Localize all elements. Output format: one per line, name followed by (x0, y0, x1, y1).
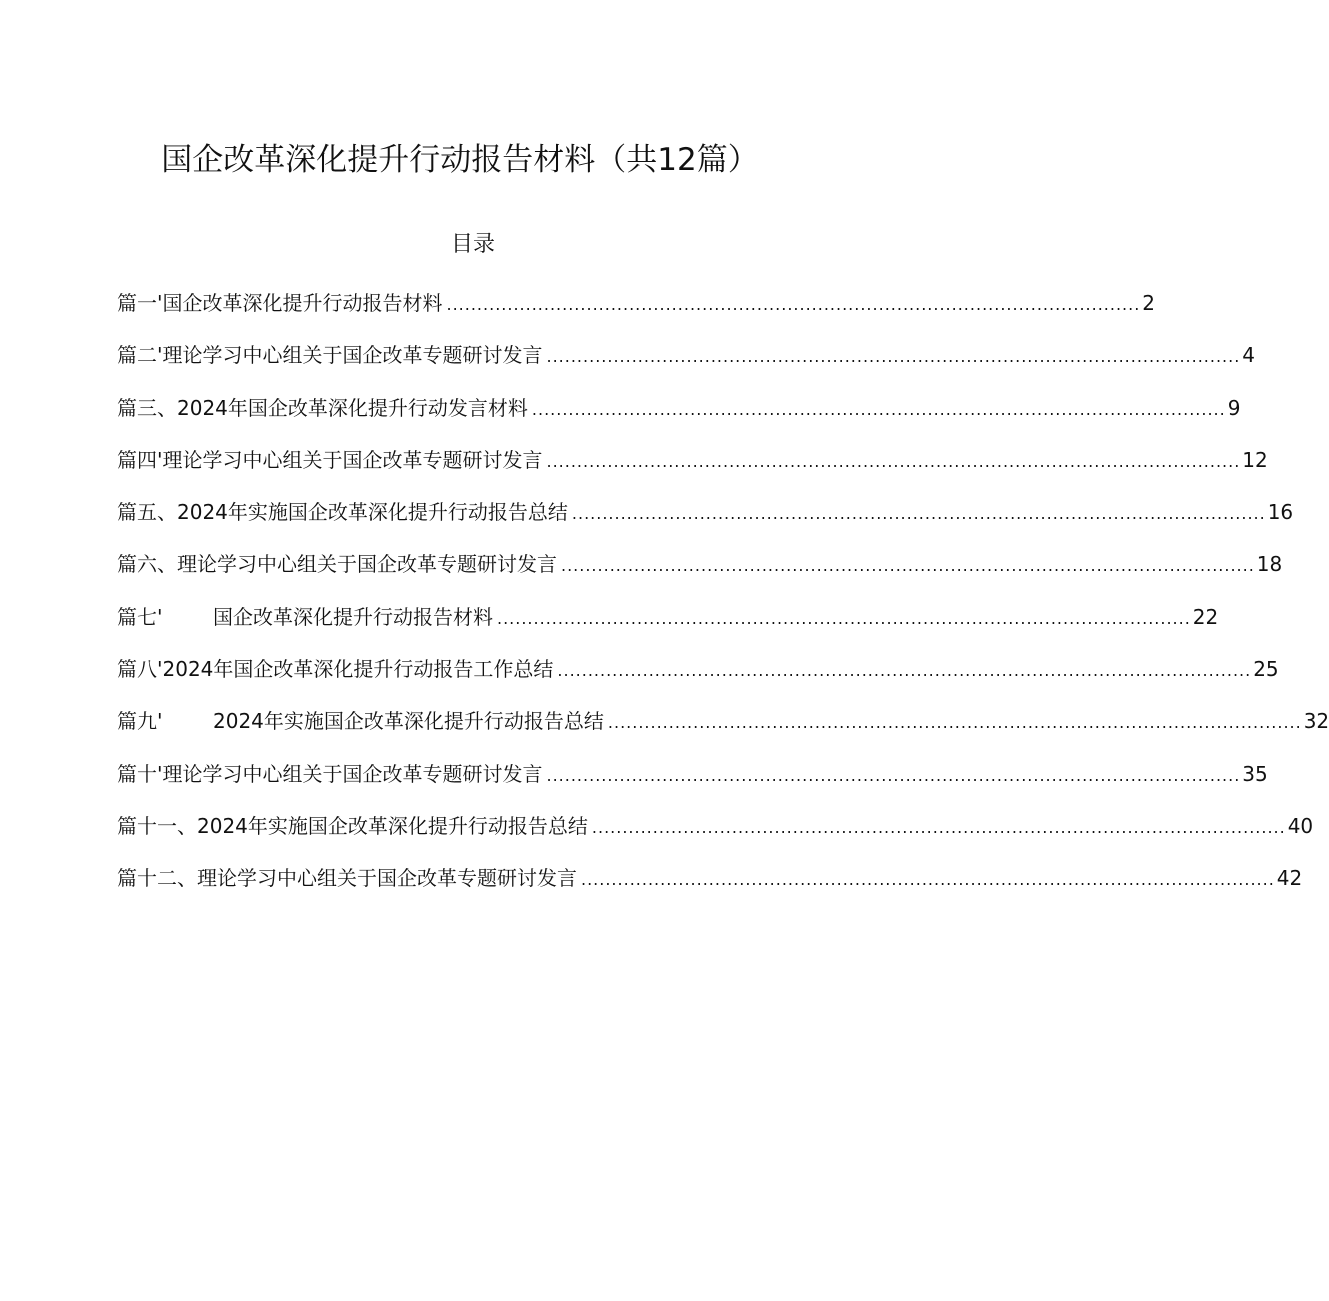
toc-entry-title: 理论学习中心组关于国企改革专题研讨发言 (162, 343, 543, 368)
toc-entry-page: 9 (1227, 395, 1241, 420)
toc-entry-label: 篇一' (117, 291, 163, 315)
toc-dot-leader: .................................................................................................................. (546, 765, 1241, 785)
toc-entry[interactable] (117, 287, 1156, 339)
toc-entry-title: 理论学习中心组关于国企改革专题研讨发言 (197, 866, 577, 891)
toc-dot-leader: .................................................................................................................. (446, 295, 1141, 314)
toc-dot-leader: .................................................................................................................. (561, 556, 1255, 576)
toc-entry[interactable] (117, 496, 1294, 548)
toc-entry-label: 篇十二、 (117, 866, 197, 891)
toc-entry-page: 18 (1256, 552, 1283, 577)
toc-entry-title: 2024年国企改革深化提升行动报告工作总结 (162, 657, 554, 682)
toc-entry-page: 12 (1242, 447, 1268, 472)
toc-entry-label: 篇六、 (117, 552, 177, 577)
toc-entry-page: 2 (1142, 291, 1156, 315)
toc-entry-title: 理论学习中心组关于国企改革专题研讨发言 (177, 552, 557, 577)
toc-entry[interactable] (117, 444, 1268, 496)
toc-heading-text: 目录 (450, 232, 495, 257)
toc-entry-label: 篇四' (117, 447, 163, 472)
toc-entry-title: 理论学习中心组关于国企改革专题研讨发言 (162, 761, 543, 786)
toc-heading (0, 229, 946, 261)
toc-dot-leader: .................................................................................................................. (546, 451, 1241, 471)
toc-dot-leader: .................................................................................................................. (546, 347, 1241, 367)
toc-entry[interactable] (117, 339, 1256, 391)
toc-entry[interactable] (117, 810, 1314, 862)
toc-entry[interactable] (117, 548, 1283, 600)
toc-dot-leader: .................................................................................................................. (557, 661, 1252, 681)
toc-entry-page: 40 (1287, 813, 1314, 838)
toc-entry-label: 篇八' (117, 657, 163, 682)
toc-entry-page: 4 (1242, 343, 1256, 368)
toc-dot-leader: .................................................................................................................. (571, 504, 1266, 524)
toc-entry-title: 理论学习中心组关于国企改革专题研讨发言 (162, 447, 543, 472)
toc-entry-title: 2024年实施国企改革深化提升行动报告总结 (177, 500, 568, 525)
toc-entry-title: 2024年实施国企改革深化提升行动报告总结 (213, 709, 604, 734)
toc-dot-leader: .................................................................................................................. (497, 608, 1191, 628)
toc-entry[interactable] (117, 758, 1268, 810)
toc-entry-label: 篇三、 (117, 395, 177, 420)
toc-entry-label: 篇十' (117, 761, 163, 786)
toc-entry[interactable] (117, 862, 1303, 914)
toc-entry-label: 篇二' (117, 343, 163, 368)
toc-entry-page: 25 (1253, 657, 1279, 682)
toc-entry-title: 国企改革深化提升行动报告材料 (213, 604, 493, 629)
toc-entry-page: 16 (1267, 500, 1294, 525)
toc-entry-page: 35 (1242, 761, 1268, 786)
toc-entry-label: 篇九' (117, 709, 163, 734)
toc-entry-page: 22 (1192, 604, 1219, 629)
toc-dot-leader: .................................................................................................................. (607, 713, 1302, 733)
toc-entry[interactable] (117, 392, 1241, 444)
toc-entry-label: 篇七' (117, 604, 163, 629)
toc-entry-title: 2024年国企改革深化提升行动发言材料 (177, 395, 528, 420)
toc-dot-leader: .................................................................................................................. (581, 870, 1275, 890)
toc-entry-title: 国企改革深化提升行动报告材料 (162, 291, 443, 315)
table-of-contents (117, 287, 1329, 915)
toc-entry-title: 2024年实施国企改革深化提升行动报告总结 (197, 813, 588, 838)
toc-entry[interactable] (117, 705, 1329, 757)
toc-entry-label: 篇十一、 (117, 813, 197, 838)
toc-entry[interactable] (117, 601, 1219, 653)
toc-entry-page: 32 (1303, 709, 1329, 734)
toc-entry-page: 42 (1276, 866, 1303, 891)
toc-entry-label: 篇五、 (117, 500, 177, 525)
document-title: 国企改革深化提升行动报告材料（共12篇） (161, 142, 759, 178)
toc-entry[interactable] (117, 653, 1279, 705)
toc-dot-leader: .................................................................................................................. (591, 817, 1286, 837)
toc-dot-leader: .................................................................................................................. (531, 399, 1226, 419)
